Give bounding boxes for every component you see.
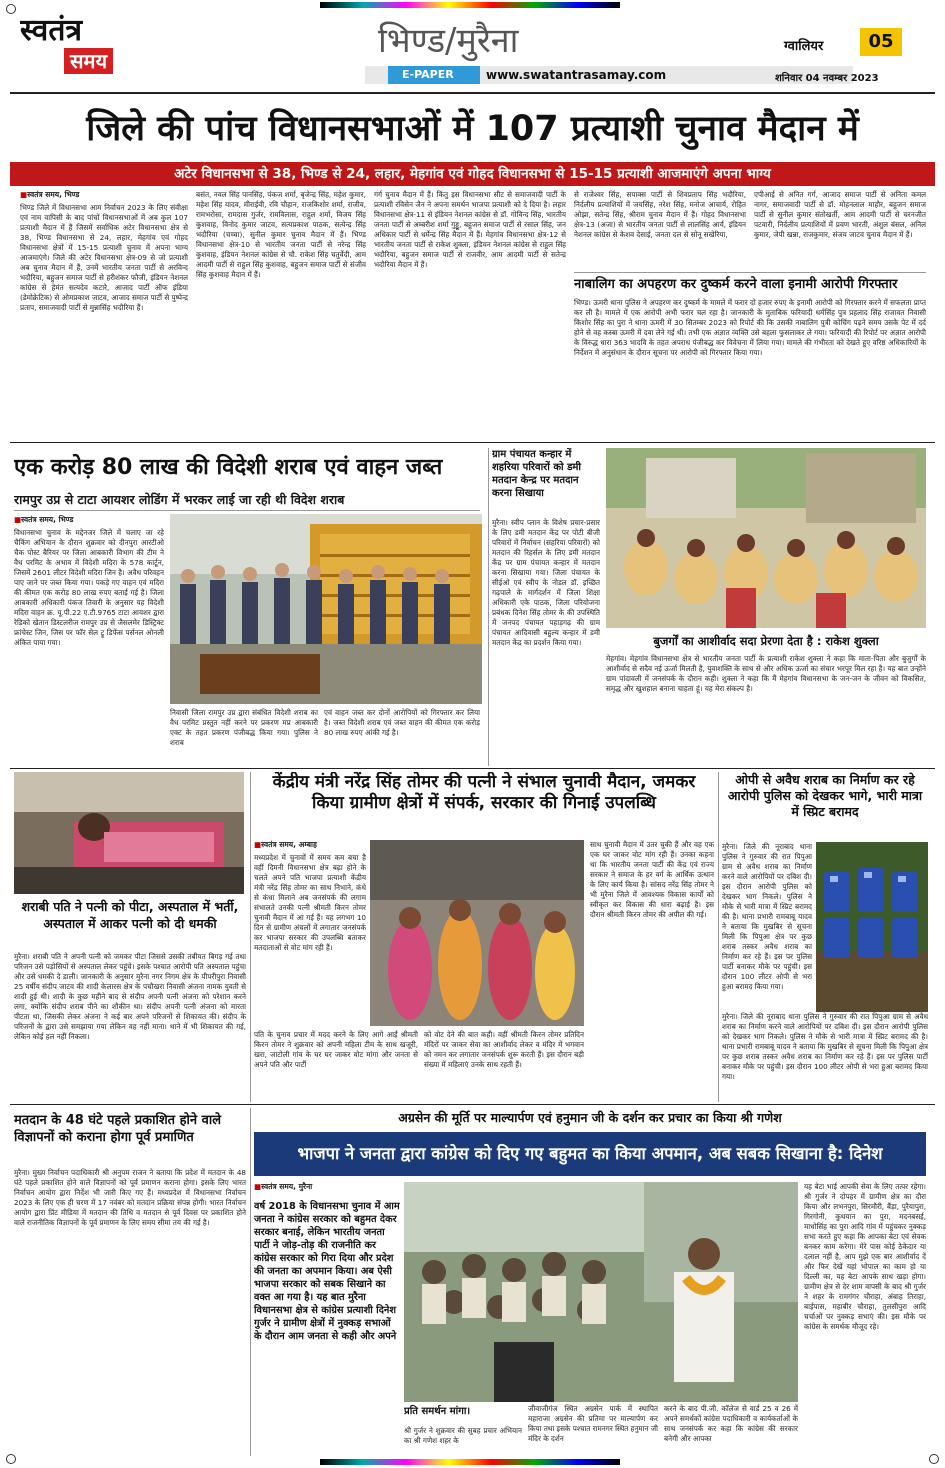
- registration-mark: [6, 4, 16, 14]
- lead-col-1: [20, 190, 188, 440]
- article-text: बसंत, नवल सिंह पानसिंह, पंकज शर्मा, बृजेन्द्र सिंह, महेश कुमार, महेश सिंह यादव, मीराईवी, रवि चौहान, राजकिशोर शर्मा, राजीव, रामभरोसा, रामदास गुर्जर, रामविलास, राहुल शर्मा, विजय सिंह कुशवाह, विनोद कुमार जाटव, सत्यप्रकाश पाठक, सत्येन्द्र सिंह भदौरिया (चच्चा), सुनील कुमार चुनाव मैदान में हैं। भिण्ड विधानसभा क्षेत्र-10 से भारतीय जनता पार्टी से नरेन्द्र सिंह कुशवाह, इंडियन नेशनल कांग्रेस से चौ. राकेश सिंह चतुर्वेदी, आम आदमी पार्टी से राहुल सिंह कुशवाह, बहुजन समाज पार्टी से संजीव सिंह कुशवाह मैदान में हैं।: [196, 190, 366, 279]
- lead-subhead: अटेर विधानसभा से 38, भिण्ड से 24, लहार, मेहगांव एवं गोहद विधानसभा से 15-15 प्रत्याशी आजमाएंगे अपना भाग्य: [10, 162, 935, 186]
- article-text: करने के बाद पी.जी. कॉलेज से वार्ड 25 व 26 में अपने समर्थकों कांग्रेस पदाधिकारी व कार्यकर्ताओं के साथ जनसंपर्क कर कहा कि कांग्रेस की सरकार बनेगी और आपका: [664, 1404, 798, 1443]
- lead-col-4: [574, 190, 746, 268]
- bjp-pullquote: वर्ष 2018 के विधानसभा चुनाव में आम जनता ने कांग्रेस सरकार को बहुमत देकर सरकार बनाई, लेकिन भारतीय जनता पार्टी ने जोड़-तोड़ की राजनीति कर कांग्रेस सरकार को गिरा दिया और प्रदेश की जनता का अपमान किया। अब ऐसी भाजपा सरकार को सबक सिखाने का वक्त आ गया है। यह बात मुरैना विधानसभा क्षेत्र से कांग्रेस प्रत्याशी दिनेश गुर्जर ने ग्रामीण क्षेत्रों में नुक्कड़ सभाओं के दौरान आम जनता से कही और अपने: [254, 1201, 400, 1342]
- village-meeting-photo: [606, 448, 926, 628]
- agrasen-banner: अग्रसेन की मूर्ति पर माल्यार्पण एवं हनुमान जी के दर्शन कर प्रचार का किया श्री गणेश: [398, 1110, 782, 1125]
- minister-col-1: [254, 840, 366, 1030]
- bjp-col-a: [404, 1426, 522, 1456]
- byline: ■ स्वतंत्र समय, अम्बाह: [254, 840, 366, 850]
- article-text: को वोट देने की बात कही। वहीं श्रीमती किरन तोमर प्रतिदिन मंदिरों पर जाकर सेवा का आशीर्वाद लेकर व मंदिर में भगवान को नमन कर लगातार जनसंपर्क शुरू करती हैं। इस दौरान बड़ी संख्या में महिलाएं उनके साथ रहती हैं।: [424, 1030, 584, 1069]
- article-text: यह बेटा भाई आपकी सेवा के लिए तत्पर रहेगा। श्री गुर्जर ने दोपहर में ग्रामीण क्षेत्र का दौरा किया और लभनपुरा, सिरमौरी, बैंड़ा, पुरैयापुरा, गिरगोनी, कुथयान का पुरा, मदनबसई, माधोसिंह का पुरा आदि गांव में पहुंचकर नुक्कड़ सभा करते हुए कहा कि आपका बेटा एवं सेवक बनकर काम करेगा। मेरे पास कोई ठेकेदार या दलाल नहीं है, आप मुझे एक बार आशीर्वाद दें और फिर देखें यहां भोपाल का काम हो या दिल्ली का, यह बेटा आपके साथ खड़ा होगा। ग्रामीण क्षेत्र से देर शाम वापसी के बाद श्री गुर्जर ने शहर के रामगंगर चौराहा, अंबाह तिराहा, बाईपास, महाबीर चौराहा, तुलसीपुरा आदि चर्चाओं पर नुक्कड़ सभाएं की। इस मौके पर कांग्रेस के समर्थक मौजूद रहे।: [804, 1182, 926, 1331]
- offers-headline: ओपी से अवैध शराब का निर्माण कर रहे आरोपी पुलिस को देखकर भागे, भारी मात्रा में स्प्रिट बरामद: [727, 772, 923, 819]
- liquor-headline: एक करोड़ 80 लाख की विदेशी शराब एवं वाहन जब्त: [14, 455, 443, 480]
- abduction-headline: नाबालिग का अपहरण कर दुष्कर्म करने वाला इनामी आरोपी गिरफ्तार: [574, 272, 926, 296]
- article-text: विधानसभा चुनाव के मद्देनजर जिले में चलाए जा रहे चैकिंग अभियान के दौरान शुक्रवार को दीनपुरा आरटीओ चैक पोस्ट बैरियर पर जिला आबकारी विभाग की टीम ने वैध परमिट के अभाव में विदेशी मदिरा के 578 कार्टून, जिसमें 2601 लीटर विदेशी मदिरा जिन है। अवैध परिवहन पाए जाने पर जब्त किया गया। पकड़े गए वाहन एवं मदिरा की कीमत एक करोड़ 80 लाख रुपए बताई गई है। जिला आबकारी अधिकारी पंकज तिवारी के अनुसार यह विदेशी मदिरा वाहन क्र. यू.पी.22 ए.टी.9765 टाटा आयशर द्वारा रेडिको खेतान डिस्टलरीज रामपुर उप्र से जैसलमेर डिस्ट्रिक्ट फ्रांचेस्ट जिन, जिस पर फॉर सेल ट्रू डिफेंस पर्सनल ओनली अंकित पाया गया।: [14, 528, 164, 647]
- article-text: मेहगांव। मेहगांव विधानसभा क्षेत्र से भारतीय जनता पार्टी के प्रत्याशी राकेश शुक्ला ने कहा कि माता-पिता और बुजुर्गों के आशीर्वाद से सदैव नई ऊर्जा मिलती है, युवाशक्ति के साथ से और अधिक ऊर्जा का संचार भरपूर मिल रहा है। यह बात उन्होंने ग्राम पांदावली में जनसंपर्क के दौरान कही। शुक्ला ने कहा कि मैं मेहगांव विधानसभा के जन-जन के जीवन को विकसित, समृद्ध और खुशहाल बनाना चाहता हूं। यह मेरा संकल्प है।: [606, 654, 926, 693]
- byline: ■ स्वतंत्र समय, भिण्ड: [20, 190, 188, 200]
- minister-headline: केंद्रीय मंत्री नरेंद्र सिंह तोमर की पत्नी ने संभाल चुनावी मैदान, जमकर किया ग्रामीण क्षेत्रों में संपर्क, सरकार की गिनाई उपलब्धि: [272, 772, 696, 813]
- minister-col-2: [254, 1030, 418, 1102]
- byline: ■ स्वतंत्र समय, मुरैना: [254, 1182, 400, 1192]
- bjp-photo-caption: प्रति समर्थन मांगा।: [404, 1406, 471, 1417]
- liquor-col-2: [170, 708, 318, 764]
- minister-col-4: [590, 840, 714, 1102]
- hospital-photo: [14, 772, 244, 894]
- lead-col-2: [196, 190, 366, 440]
- article-text: मुरैना। मुख्य निर्वाचन पदाधिकारी श्री अनुपम राजन ने बताया कि प्रदेश में मतदान के 48 घंटे पहले प्रकाशित होने वाले विज्ञापनों को पूर्व प्रमाणन कराना होगा। इसके लिए भारत निर्वाचन आयोग द्वारा निर्देश भी जारी किए गए हैं। मध्यप्रदेश में विधानसभा निर्वाचन 2023 के लिए एक ही चरण में 17 नवंबर को मतदान प्रक्रिया संपन्न होगी। भारत निर्वाचन आयोग द्वारा प्रिंट मीडिया में मतदान की तिथि व मतदान से पूर्व दिवस पर प्रकाशित होने वाले राजनीतिक विज्ञापनों के पूर्व प्रमाणन के लिए समय सीमा तय की गई है।: [14, 1168, 246, 1227]
- minister-col-3: [424, 1030, 584, 1102]
- registration-mark: [6, 1454, 16, 1464]
- lead-col-3: [374, 190, 566, 440]
- byline: ■ स्वतंत्र समय, भिण्ड: [14, 515, 164, 525]
- registration-mark: [929, 1454, 939, 1464]
- spirit-cans-photo: [816, 842, 928, 1012]
- blessing-caption: बुजर्गों का आशीर्वाद सदा प्रेरणा देता है : राकेश शुक्ला: [653, 634, 879, 648]
- liquor-seizure-photo: [170, 514, 482, 704]
- color-bar: [320, 1459, 620, 1465]
- article-text: जीवाजीगंज स्थित अग्रसेन पार्क में स्थापित महाराजा अग्रसेन की प्रतिमा पर माल्यार्पण कर किया तथा इसके पश्चात रामनगर स्थित हनुमान जी मंदिर के दर्शन: [528, 1404, 658, 1443]
- article-text: एवं वाहन जब्त कर दोनों आरोपियों को गिरफ्तार कर लिया है। जब्त विदेशी शराब एवं जब्त वाहन की कीमत एक करोड़ 80 लाख रुपए आंकी गई है।: [324, 708, 480, 737]
- drunkard-headline: शराबी पति ने पत्नी को पीटा, अस्पताल में भर्ती, अस्पताल में आकर पत्नी को दी धमकी: [21, 899, 239, 931]
- liquor-subhead: रामपुर उप्र से टाटा आयशर लोडिंग में भरकर लाई जा रही थी विदेश शराब: [14, 492, 345, 507]
- bjp-right-col: [804, 1182, 926, 1456]
- issue-date: शनिवार 04 नवम्बर 2023: [775, 73, 879, 84]
- liquor-col-3: [324, 708, 480, 764]
- article-text: एपीआई से अनित गर्ग, आजाद समाज पार्टी से अनिता कमल नागर, समाजवादी पार्टी से डॉ. मोहनलाल माहौर, बहुजन समाज पार्टी से सुनील कुमार संतोखर्ती, आम आदमी पार्टी से चरनजीत पटवारी, निर्दलीय प्रत्याशियों में प्रवण भारती, अंशुल बंसल, अनिल कुमार, जेपी खन्ना, राजकुमार, संजय जाटव चुनाव मैदान में हैं।: [754, 190, 926, 239]
- bjp-col-c: [664, 1404, 798, 1456]
- article-text: मुरैना। स्वीप प्लान के विशेष प्रचार-प्रसार के लिए डमी मतदान केंद्र पर पोटी बीजी परिवारों में निर्वाचन (सहरिया परिवारों) को मतदान की रिहर्सल के लिए डमी मतदान केंद्र पर ग्राम पंचायत कन्हार में मतदान करना सिखाया गया। जिला पंचायत के सीईओ एवं स्वीप के नोडल डॉ. इच्छित गढ़पाले के मार्गदर्शन में जिला शिक्षा अधिकारी एके पाठक, जिला परियोजना प्रबंधक दिनेश सिंह तोमर के की उपस्थिति में जनपद पंचायत पहाड़गढ़ की ग्राम पंचायत आदिवासी बहुल्य कन्हार में डमी मतदान केंद्र का प्रदर्शन किया गया।: [492, 518, 600, 647]
- article-text: निवासी जिला रामपुर उप्र द्वारा संबंधित विदेशी शराब का वैध परमिट प्रस्तुत नहीं करने पर प्रकरण मप्र आबकारी एक्ट के तहत प्रकरण पंजीबद्ध किया गया। पुलिस ने शराब: [170, 708, 318, 747]
- offers-body-bottom: [722, 1012, 928, 1102]
- village-headline: ग्राम पंचायत कन्हार में शहरिया परिवारों को डमी मतदान केन्द्र पर मतदान करना सिखाया: [492, 449, 582, 499]
- section-title: भिण्ड/मुरैना: [378, 21, 519, 61]
- article-text: मुरैना। जिले की नूराबाद थाना पुलिस ने गुरुवार की रात पिपुआ ग्राम से अवैध शराब का निर्माण करने वाले आरोपियों पर दबिश दी। इस दौरान आरोपी पुलिस को देखकर भाग निकले। पुलिस ने मौके से भारी मात्रा में स्प्रिट बरामद की है। थाना प्रभारी रामबाबू यादव ने बताया कि मुखबिर से सूचना मिली कि पिपुआ क्षेत्र पर कुछ शराब तस्कर अवैध शराब का निर्माण कर रहे हैं। इस पर पुलिस पार्टी बनाकर मौके पर पहुंची। इस दौरान 100 लीटर ओपी से भरा हुआ बरामद किया गया।: [722, 842, 812, 991]
- liquor-col-1: [14, 515, 164, 765]
- lead-headline: जिले की पांच विधानसभाओं में 107 प्रत्याशी चुनाव मैदान में: [86, 109, 859, 149]
- offers-body-top: [722, 842, 812, 1008]
- bjp-col-b: [528, 1404, 658, 1456]
- article-text: मध्यप्रदेश में चुनावों में समय कम बचा है वहीं दिमनी विधानसभा क्षेत्र बढ़ा होने के चलते अपने पति भाजपा प्रत्याशी केंद्रीय मंत्री नरेंद्र सिंह तोमर का साथ निभाने, कंधे से कंधा मिलाने अब जनसंपर्क की लगाम संभालते उनकी पत्नी श्रीमती किरन तोमर चुनावी मैदान में आ गई हैं। यह लगभग 10 दिन से ग्रामीण अंचलों में लगातार जनसंपर्क कर भाजपा सरकार की उपलब्धि बताकर मतदाताओं से वोट मांग रही हैं।: [254, 853, 366, 952]
- article-text: पति के चुनाव प्रचार में मदद करने के लिए आगे आईं श्रीमती किरन तोमर ने शुक्रवार को अपनी महिला टीम के साथ खजूरी, खरा, जाटोली गांव के घर घर जाकर वोट मांगा और जनता से अपने पति और पार्टी: [254, 1030, 418, 1069]
- logo: [20, 14, 138, 80]
- article-text: भिण्ड। ऊमरी थाना पुलिस ने अपहरण कर दुष्कर्म के मामले में फरार दो हजार रुपए के इनामी आरोपी को गिरफ्तार करने में सफलता प्राप्त कर ली है। मामले में एक आरोपी अभी फरार चल रहा है। जानकारी के मुताबिक फरियादी धर्मसिंह पुत्र प्रहलाद सिंह राजावत निवासी किशोर सिंह का पुरा ने थाना ऊमरी में 30 सितम्बर 2023 को रिपोर्ट की कि उसकी नाबालिग पुत्री कोचिंग पढ़ने समय उसके पेट में दर्द होने से वह कस्बा ऊमरी में दवा लेने गई थी। तभी एक अज्ञात व्यक्ति उसे बहला फुसलाकर ले गया। फरियादी की रिपोर्ट पर अज्ञात आरोपी के विरुद्ध धारा 363 भादवि के तहत अपराध पंजीबद्ध कर विवेचना में लिया गया। मामले की गंभीरता को देखते हुए वरिष्ठ अधिकारियों के निर्देशन में अनुसंधान के दौरान सूचना पर आरोपी को गिरफ्तार किया गया।: [574, 298, 926, 357]
- article-text: मुरैना। शराबी पति ने अपनी पत्नी को जमकर पीटा जिससे उसकी तबीयत बिगड़ गई तथा परिजन उसे पड़ोसियों से अस्पताल लेकर पहुंचे। इसके पश्चात आरोपी पति अस्पताल पहुंचा और उसे धमकी दे डाली। जानकारी के अनुसार मुरैना नगर निगम क्षेत्र के पीपरीपुरा निवासी 25 वर्षीय संदीप जाटव की शादी केलारस क्षेत्र के पचौखरा निवासी अंजना नामक युवती से शादी हुई थी। शादी के कुछ महीने बाद से संदीप अपनी पत्नी अंजना को परेशान करने लगा, क्योंकि संदीप शराब पीने का शौकीन था। संदीप अपनी पत्नी अंजना को मारता पीटता था, जिसकी लेकर अंजना ने कई बार अपने परिजनों से शिकायत की। संदीप के परिजनों के द्वारा उसे समझाया गया लेकिन वह नहीं माना। थाने में भी शिकायत की गई, लेकिन कोई हल नहीं निकला।: [14, 952, 246, 1041]
- article-text: श्री गुर्जर ने शुक्रवार की सुबह प्रचार अभियान का श्री गणेश शहर के: [404, 1426, 522, 1445]
- village-body: [492, 518, 600, 764]
- lead-col-5: [754, 190, 926, 268]
- epaper-label: E-PAPER: [402, 68, 454, 81]
- bjp-headline: भाजपा ने जनता द्वारा कांग्रेस को दिए गए बहुमत का किया अपमान, अब सबक सिखाना है: दिनेश: [254, 1132, 926, 1176]
- campaign-women-photo: [370, 840, 584, 1026]
- article-text: से राजेश्वर सिंह, सपाक्स पार्टी से शिवप्रताप सिंह भदौरिया, निर्दलीय प्रत्याशियों में जयसिंह, नरेश सिंह, मनोज आचार्य, रोहित ओझा, सतेन्द्र सिंह, श्रीराम चुनाव मैदान में हैं। गोहद विधानसभा क्षेत्र-13 (अजा) से भारतीय जनता पार्टी से लालसिंह आर्य, इंडियन नेशनल कांग्रेस से केशव देसाई, जनता दल से सोनू सखेरिया,: [574, 190, 746, 239]
- election-headline: मतदान के 48 घंटे पहले प्रकाशित होने वाले विज्ञापनों को कराना होगा पूर्व प्रमाणित: [14, 1113, 222, 1145]
- masthead: [20, 12, 925, 90]
- article-text: भिण्ड जिले में विधानसभा आम निर्वाचन 2023 के लिए संवीक्षा एवं नाम वापिसी के बाद पांचों विधानसभाओं में अब कुल 107 प्रत्याशी मैदान में हैं जिसमें सर्वाधिक अटेर विधानसभा क्षेत्र से 38, भिण्ड विधानसभा से 24, लहार, मेहगांव एवं गोहद विधानसभा क्षेत्रों में 15-15 प्रत्याशी चुनाव में अपना भाग्य आजमाएंगे। जिले की अटेर विधानसभा क्षेत्र-09 से जो प्रत्याशी अब चुनाव मैदान में हैं, उनमें भारतीय जनता पार्टी से अरविन्द भदौरिया, बहुजन समाज पार्टी से हरीशंकर फौजी, इंडियन नेशनल कांग्रेस से हेमंत सत्यदेव कटारे, आजाद पार्टी ऑफ इंडिया (डेमोक्रेटिक) से ओमप्रकाश जाटव, आजाद समाज पार्टी से पुष्पेन्द्र प्रताप, समाजवादी पार्टी से मुन्नासिंह भदौरिया हैं।: [20, 203, 188, 312]
- article-text: साथ चुनावी मैदान में उतर चुकी हैं और वह एक एक घर जाकर वोट मांग रही हैं। उनका कहना था कि भारतीय जनता पार्टी की केंद्र एवं राज्य सरकार ने समाज के हर वर्ग के आर्थिक उत्थान के लिए कार्य किया है। सांसद नरेंद्र सिंह तोमर ने भी मुरैना जिले में आवश्यक विकास कार्यों को स्वीकृत कर विकास की धारा बढ़ाई है। इस दौरान श्रीमती किरन तोमर की अपील की गई।: [590, 840, 714, 919]
- website-link[interactable]: www.swatantrasamay.com: [486, 68, 667, 82]
- abduction-body: [574, 298, 926, 438]
- bjp-byline-col: [254, 1182, 400, 1198]
- election-body: [14, 1168, 246, 1452]
- article-text: मुरैना। जिले की नूराबाद थाना पुलिस ने गुरुवार की रात पिपुआ ग्राम से अवैध शराब का निर्माण करने वाले आरोपियों पर दबिश दी। इस दौरान आरोपी पुलिस को देखकर भाग निकले। पुलिस ने मौके से भारी मात्रा में स्प्रिट बरामद की है। थाना प्रभारी रामबाबू यादव ने बताया कि मुखबिर से सूचना मिली कि पिपुआ क्षेत्र पर कुछ शराब तस्कर अवैध शराब का निर्माण कर रहे हैं। इस पर पुलिस पार्टी बनाकर मौके पर पहुंची। इस दौरान 100 लीटर ओपी से भरा हुआ बरामद किया गया।: [722, 1012, 928, 1081]
- dinesh-gurjar-photo: [404, 1182, 798, 1402]
- article-text: गर्ग चुनाव मैदान में हैं। किंतु इस विधानसभा सीट से समाजवादी पार्टी के प्रत्याशी रविसेन जैन ने अपना समर्थन भाजपा प्रत्याशी को दे दिया है। लहार विधानसभा क्षेत्र-11 से इंडियन नेशनल कांग्रेस से डॉ. गोविन्द सिंह, भारतीय जनता पार्टी से अम्बरीश शर्मा गुड्डू, बहुजन समाज पार्टी से रसाल सिंह, जन अधिकार पार्टी से धर्मेन्द्र सिंह मैदान में हैं। मेहगांव विधानसभा क्षेत्र-12 से भारतीय जनता पार्टी से राकेश शुक्ला, इंडियन नेशनल कांग्रेस से राहुल सिंह भदौरिया, बहुजन समाज पार्टी से राजवीर, आम आदमी पार्टी से सतेन्द्र भदौरिया मैदान में हैं।: [374, 190, 566, 269]
- logo-top: स्वतंत्र: [20, 13, 83, 48]
- color-bar: [320, 2, 620, 8]
- city-label: ग्वालियर: [784, 39, 824, 54]
- page-number: 05: [860, 28, 902, 56]
- blessing-body: [606, 654, 926, 764]
- drunkard-body: [14, 952, 246, 1102]
- logo-bottom: समय: [70, 49, 108, 73]
